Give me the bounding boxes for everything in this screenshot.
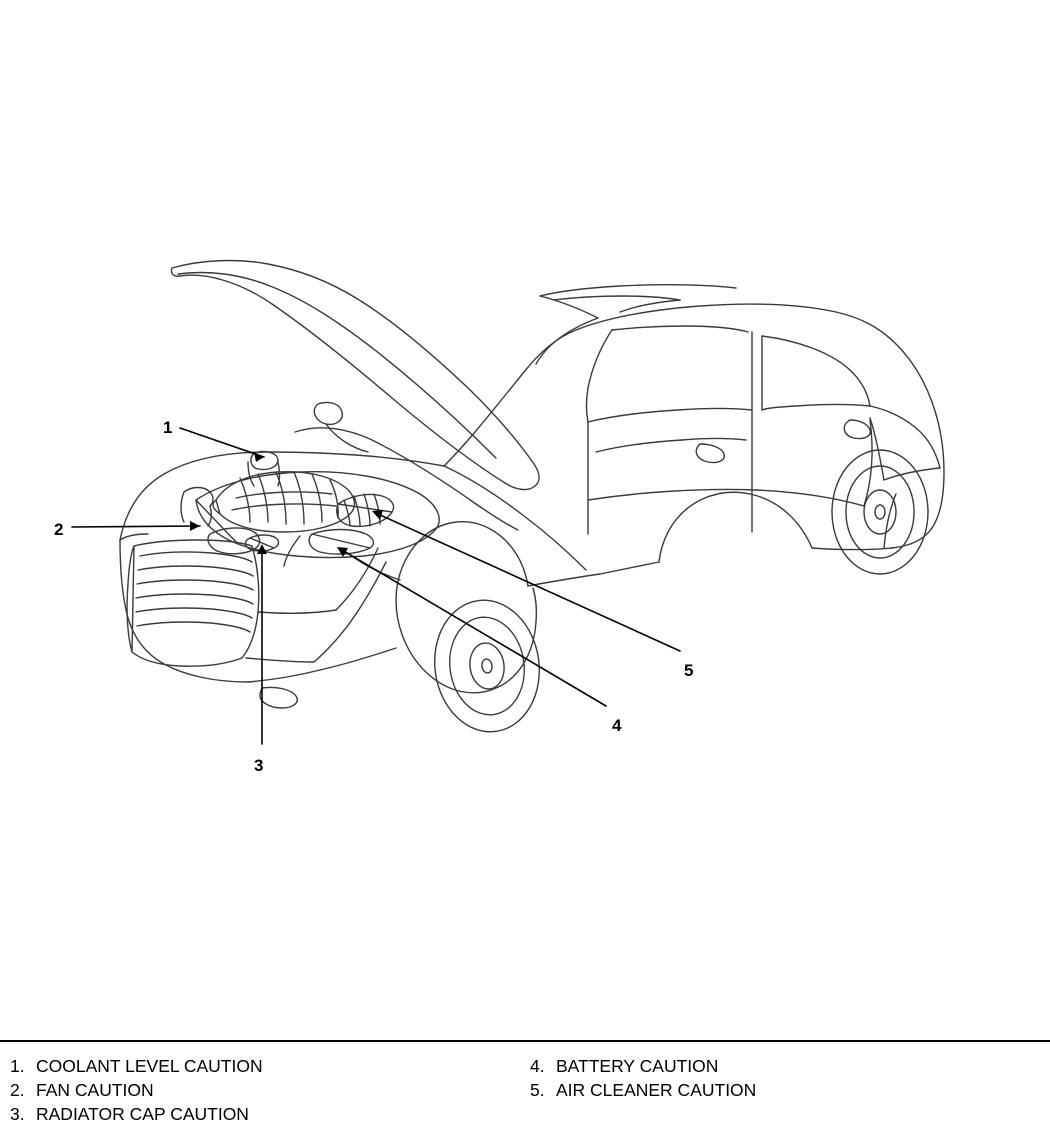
hood-open (171, 261, 539, 530)
callout-number-5: 5 (684, 661, 694, 680)
legend-item-label: FAN CAUTION (36, 1080, 154, 1100)
callout-number-3: 3 (254, 756, 264, 775)
windows-and-doors (536, 285, 872, 534)
callout-number-1: 1 (163, 418, 173, 437)
legend-item (10, 1102, 263, 1126)
legend-item (10, 1078, 263, 1102)
legend-item (530, 1078, 756, 1102)
legend-right-column (530, 1054, 756, 1102)
legend-item-number: 5. (530, 1080, 545, 1100)
callout-number-4: 4 (612, 716, 622, 735)
legend-item (10, 1054, 263, 1078)
legend (0, 1040, 1050, 1123)
legend-item-number: 3. (10, 1104, 25, 1124)
legend-left-column (10, 1054, 263, 1126)
legend-item-number: 1. (10, 1056, 25, 1076)
legend-item (530, 1054, 756, 1078)
legend-item-label: AIR CLEANER CAUTION (556, 1080, 757, 1100)
legend-item-label: RADIATOR CAP CAUTION (36, 1104, 249, 1124)
callout-number-2: 2 (54, 520, 64, 539)
legend-item-label: COOLANT LEVEL CAUTION (36, 1056, 263, 1076)
rear-body (870, 406, 940, 548)
car-body (120, 304, 944, 708)
legend-item-label: BATTERY CAUTION (556, 1056, 719, 1076)
legend-item-number: 4. (530, 1056, 545, 1076)
front-wheel (426, 593, 547, 738)
engine-compartment (181, 451, 439, 580)
rear-wheel (832, 450, 928, 574)
legend-item-number: 2. (10, 1080, 25, 1100)
callout-leaders (72, 428, 680, 744)
